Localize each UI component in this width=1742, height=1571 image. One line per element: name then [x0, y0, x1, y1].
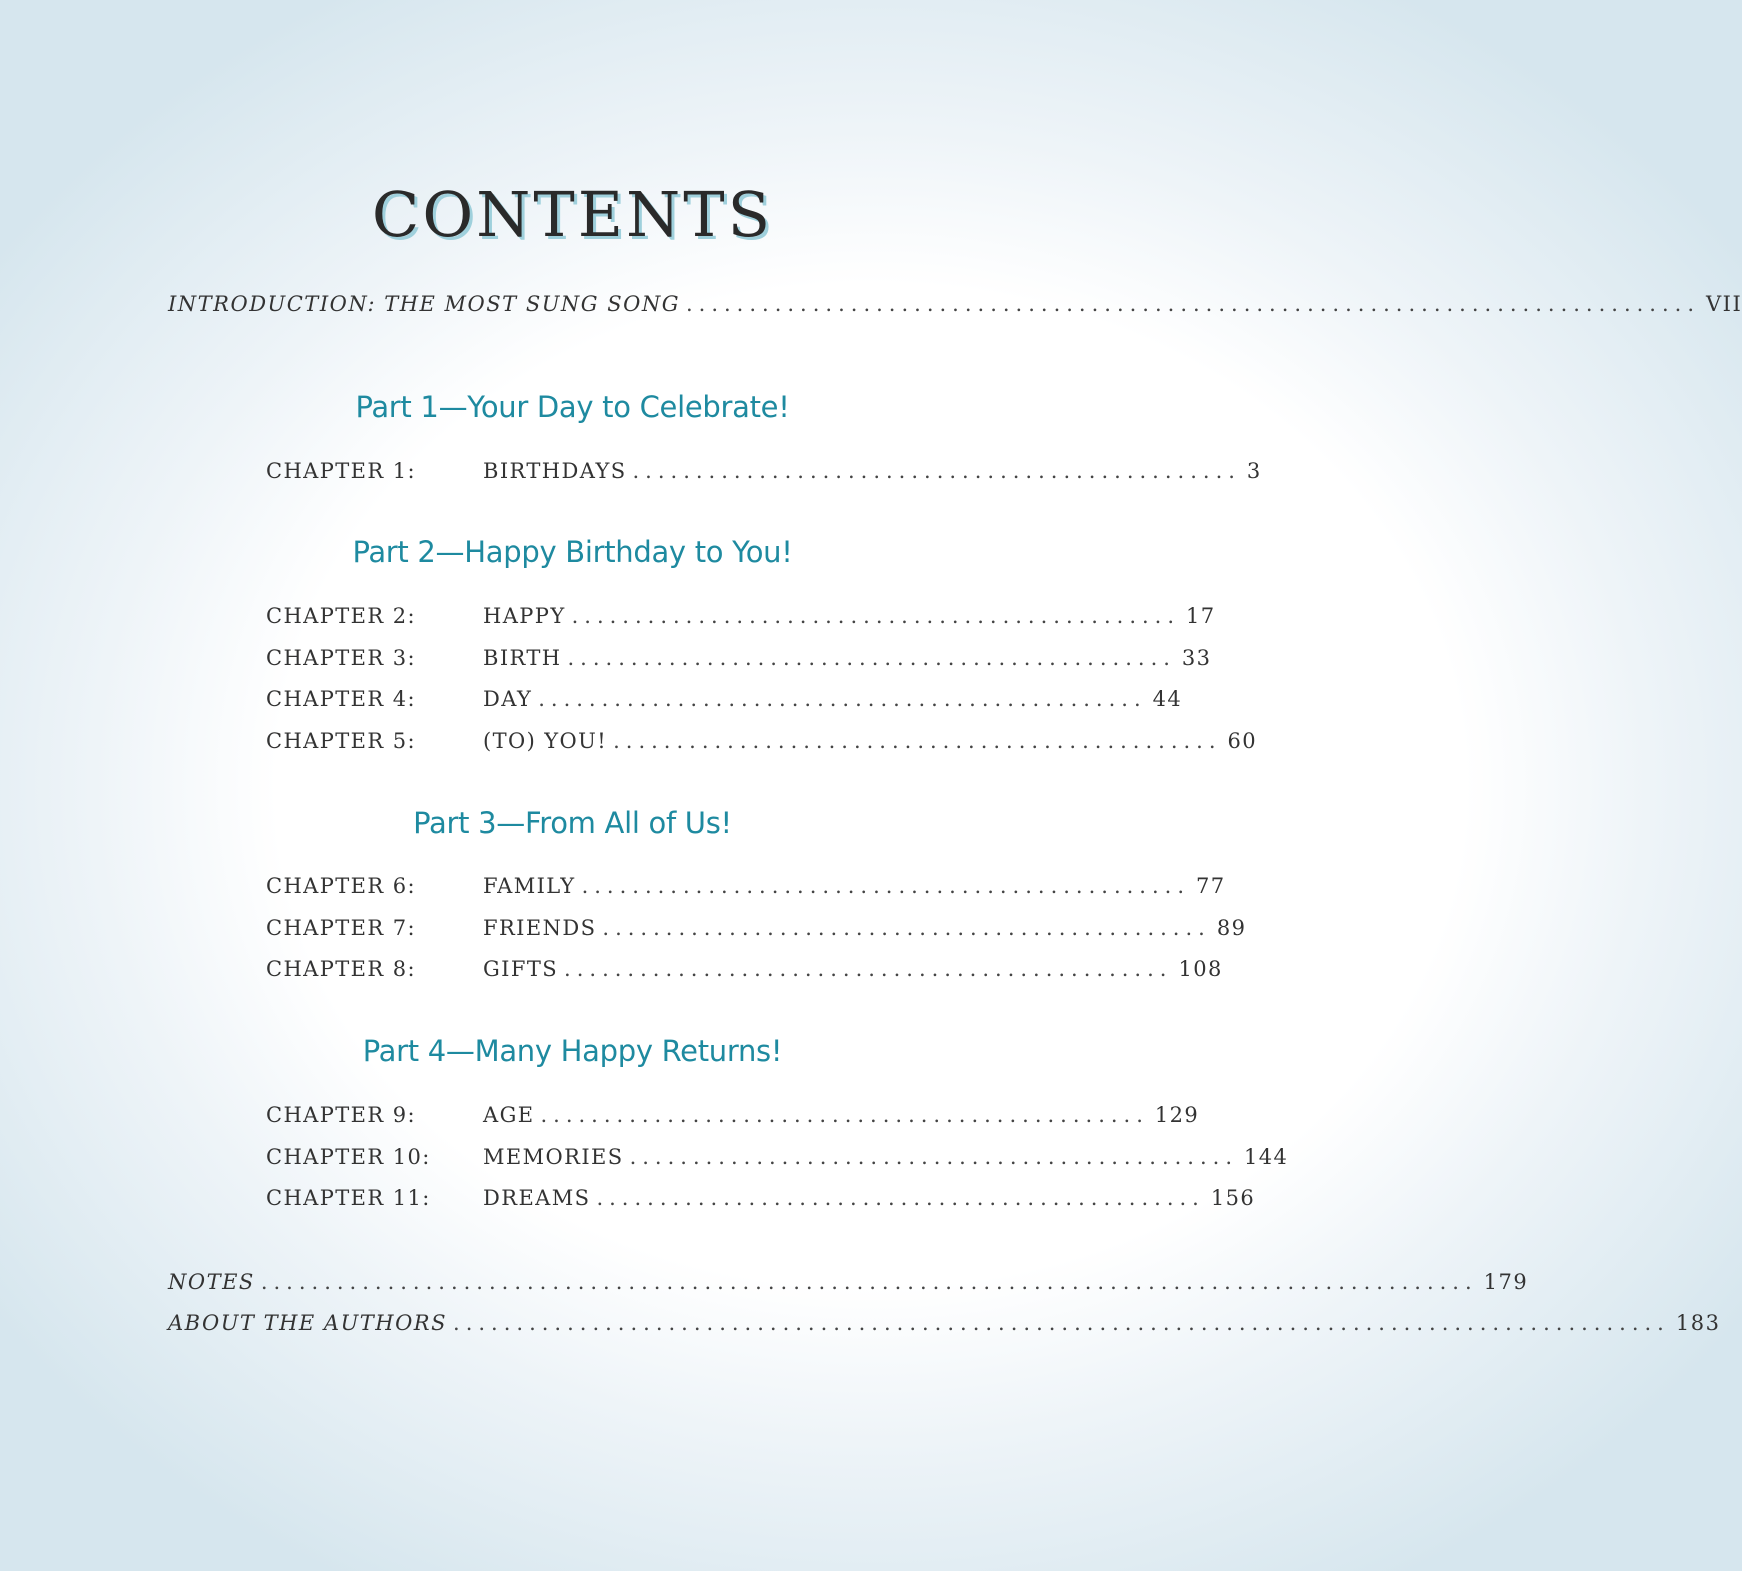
toc-chapter-2[interactable] — [266, 604, 1216, 634]
chapter-page: 156 — [1210, 1186, 1256, 1210]
chapter-number: CHAPTER 6: — [266, 874, 416, 898]
chapter-number: CHAPTER 11: — [266, 1186, 431, 1210]
toc-chapter-10[interactable] — [266, 1145, 1289, 1175]
toc-chapter-9[interactable] — [266, 1103, 1200, 1133]
chapter-page: 3 — [1246, 459, 1262, 483]
toc-chapter-7[interactable] — [266, 916, 1247, 946]
toc-entry-label: INTRODUCTION: THE MOST SUNG SONG — [168, 292, 680, 316]
toc-entry-label: ABOUT THE AUTHORS — [168, 1311, 448, 1335]
toc-chapter-6[interactable] — [266, 874, 1226, 904]
chapter-title: (TO) YOU! — [483, 729, 608, 753]
chapter-page: 108 — [1178, 957, 1223, 981]
chapter-page: 44 — [1152, 687, 1183, 711]
chapter-title: MEMORIES — [483, 1145, 624, 1169]
chapter-page: 144 — [1244, 1145, 1289, 1169]
chapter-page: 33 — [1181, 646, 1212, 670]
chapter-number: CHAPTER 8: — [266, 957, 416, 981]
chapter-page: 60 — [1227, 729, 1258, 753]
toc-chapter-5[interactable] — [266, 729, 1258, 759]
chapter-number: CHAPTER 5: — [266, 729, 416, 753]
toc-entry-page: 183 — [1675, 1311, 1721, 1335]
leader-dots: ................................................ — [596, 1186, 1205, 1210]
leader-dots: ................................................ — [629, 1145, 1238, 1169]
leader-dots: ................................................................................ — [685, 292, 1701, 316]
toc-entry-introduction[interactable] — [168, 292, 1742, 322]
chapter-page: 129 — [1154, 1103, 1200, 1127]
leader-dots: ................................................................................................ — [453, 1311, 1670, 1335]
leader-dots: ................................................ — [538, 687, 1147, 711]
leader-dots: ................................................ — [564, 957, 1173, 981]
toc-chapter-8[interactable] — [266, 957, 1223, 987]
leader-dots: ................................................ — [613, 729, 1222, 753]
leader-dots: ................................................ — [632, 459, 1241, 483]
toc-entry-about-the-authors[interactable] — [168, 1311, 1721, 1341]
leader-dots: ................................................ — [602, 916, 1211, 940]
chapter-number: CHAPTER 4: — [266, 687, 416, 711]
leader-dots: ................................................ — [571, 604, 1181, 628]
chapter-title: GIFTS — [483, 957, 559, 981]
chapter-title: BIRTHDAYS — [483, 459, 627, 483]
page-title: CONTENTS — [371, 178, 774, 251]
leader-dots: ................................................ — [581, 874, 1190, 898]
chapter-title: BIRTH — [483, 646, 562, 670]
part-heading-4: Part 4—Many Happy Returns! — [362, 1034, 783, 1068]
toc-chapter-4[interactable] — [266, 687, 1183, 717]
chapter-number: CHAPTER 10: — [266, 1145, 431, 1169]
chapter-title: AGE — [483, 1103, 535, 1127]
chapter-number: CHAPTER 1: — [266, 459, 416, 483]
chapter-page: 89 — [1216, 916, 1247, 940]
toc-chapter-3[interactable] — [266, 646, 1212, 676]
part-heading-1: Part 1—Your Day to Celebrate! — [355, 390, 790, 424]
toc-chapter-1[interactable] — [266, 459, 1262, 489]
chapter-number: CHAPTER 9: — [266, 1103, 416, 1127]
chapter-title: DREAMS — [483, 1186, 591, 1210]
toc-entry-page: 179 — [1483, 1270, 1529, 1294]
leader-dots: ................................................ — [567, 646, 1176, 670]
chapter-title: FRIENDS — [483, 916, 597, 940]
chapter-page: 17 — [1186, 604, 1216, 628]
part-heading-3: Part 3—From All of Us! — [413, 806, 732, 840]
toc-chapter-11[interactable] — [266, 1186, 1256, 1216]
chapter-title: HAPPY — [483, 604, 566, 628]
chapter-number: CHAPTER 7: — [266, 916, 416, 940]
chapter-page: 77 — [1196, 874, 1226, 898]
toc-entry-notes[interactable] — [168, 1270, 1529, 1300]
chapter-number: CHAPTER 2: — [266, 604, 416, 628]
toc-entry-label: NOTES — [168, 1270, 255, 1294]
chapter-title: DAY — [483, 687, 533, 711]
leader-dots: ................................................................................................ — [260, 1270, 1478, 1294]
toc-entry-page: VII — [1706, 292, 1742, 316]
part-heading-2: Part 2—Happy Birthday to You! — [352, 535, 793, 569]
chapter-title: FAMILY — [483, 874, 576, 898]
leader-dots: ................................................ — [540, 1103, 1149, 1127]
chapter-number: CHAPTER 3: — [266, 646, 416, 670]
